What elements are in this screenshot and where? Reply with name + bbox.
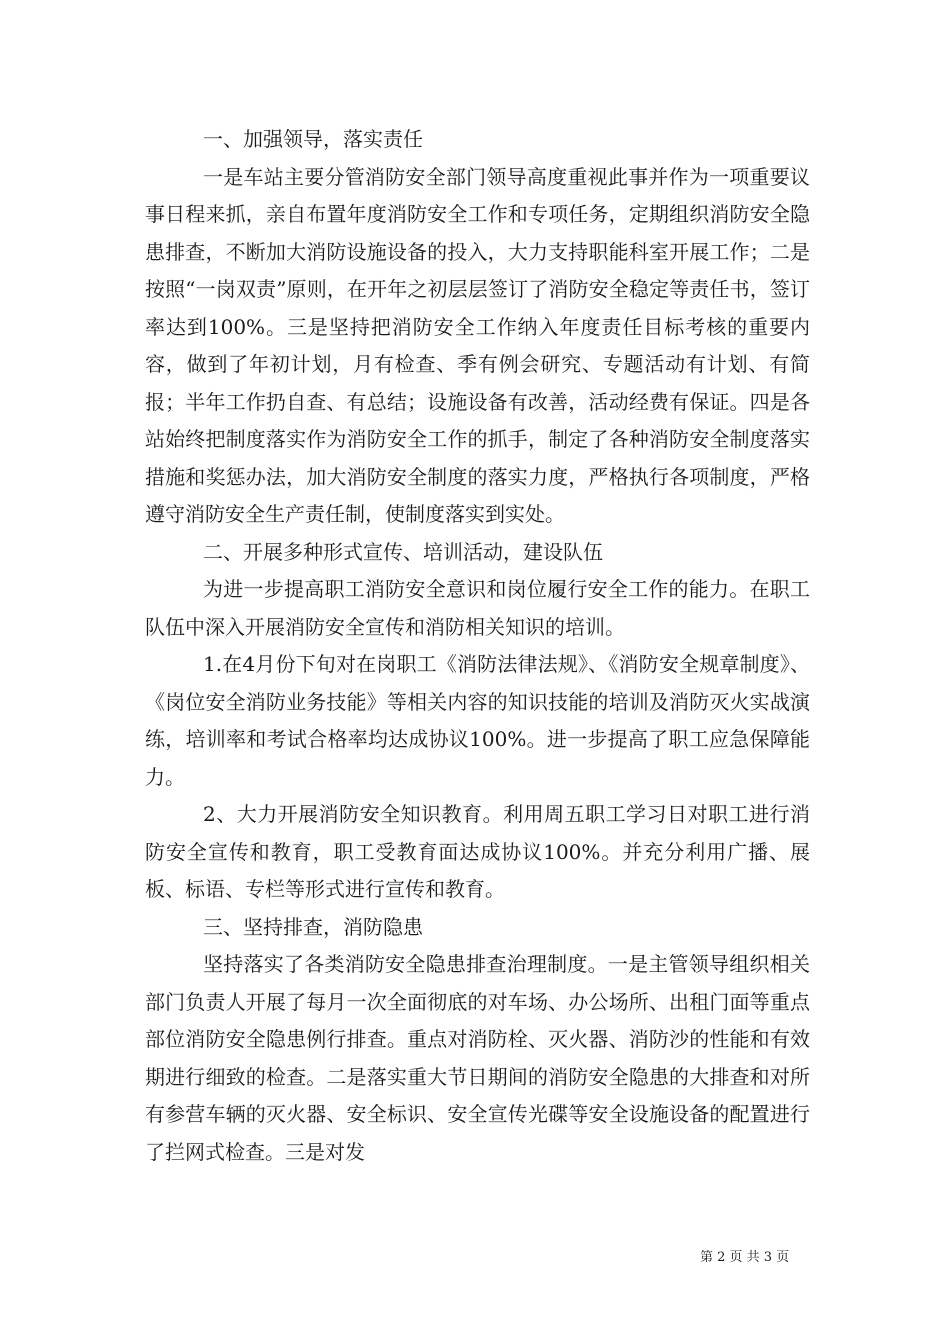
section-heading-1: 一、加强领导，落实责任 xyxy=(203,127,423,151)
paragraph: 一是车站主要分管消防安全部门领导高度重视此事并作为一项重要议事日程来抓，亲自布置年度消防安全工作和专项任务，定期组织消防安全隐患排查，不断加大消防设施设备的投入，大力支持职能科室开展工作；二是按照“一岗双责”原则，在开年之初层层签订了消防安全稳定等责任书，签订率达到100%。三是坚持把消防安全工作纳入年度责任目标考核的重要内容，做到了年初计划，月有检查、季有例会研究、专题活动有计划、有简报；半年工作扔自查、有总结；设施设备有改善，活动经费有保证。四是各站始终把制度落实作为消防安全工作的抓手，制定了各种消防安全制度落实措施和奖惩办法，加大消防安全制度的落实力度，严格执行各项制度，严格遵守消防安全生产责任制，使制度落实到实处。 xyxy=(145,164,810,526)
section-heading-3: 三、坚持排查，消防隐患 xyxy=(203,914,423,939)
document-body xyxy=(145,121,810,1171)
paragraph: 1.在4月份下旬对在岗职工《消防法律法规》、《消防安全规章制度》、《岗位安全消防业务技能》等相关内容的知识技能的培训及消防灭火实战演练，培训率和考试合格率均达成协议100%。进一步提高了职工应急保障能力。 xyxy=(145,652,810,789)
paragraph: 2、大力开展消防安全知识教育。利用周五职工学习日对职工进行消防安全宣传和教育，职工受教育面达成协议100%。并充分利用广播、展板、标语、专栏等形式进行宣传和教育。 xyxy=(145,802,810,901)
section-heading-2: 二、开展多种形式宣传、培训活动，建设队伍 xyxy=(203,539,603,564)
paragraph: 为进一步提高职工消防安全意识和岗位履行安全工作的能力。在职工队伍中深入开展消防安全宣传和消防相关知识的培训。 xyxy=(145,577,810,639)
paragraph: 坚持落实了各类消防安全隐患排查治理制度。一是主管领导组织相关部门负责人开展了每月一次全面彻底的对车场、办公场所、出租门面等重点部位消防安全隐患例行排查。重点对消防栓、灭火器、消防沙的性能和有效期进行细致的检查。二是落实重大节日期间的消防安全隐患的大排查和对所有参营车辆的灭火器、安全标识、安全宣传光碟等安全设施设备的配置进行了拦网式检查。三是对发 xyxy=(145,952,810,1164)
page-number-footer: 第 2 页 共 3 页 xyxy=(700,1250,790,1265)
